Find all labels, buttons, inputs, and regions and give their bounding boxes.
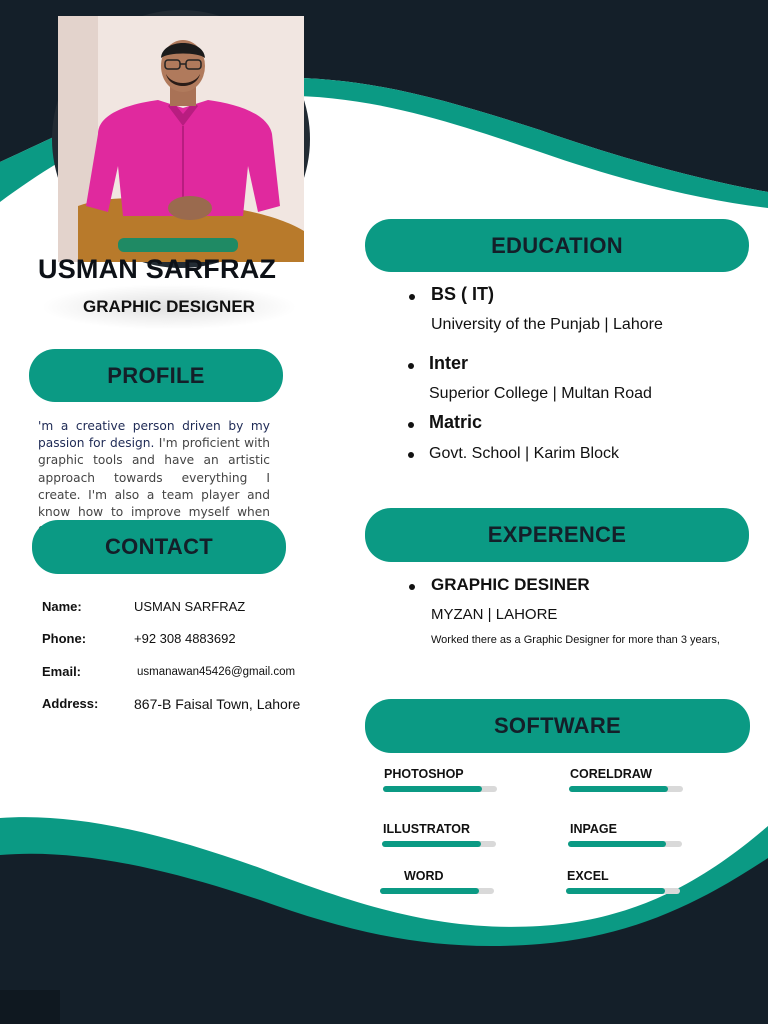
experience-description: Worked there as a Graphic Designer for more than 3 years, [431,634,720,646]
skill-bar-fill [380,888,479,894]
contact-name-value: USMAN SARFRAZ [134,599,246,614]
contact-phone-label: Phone: [42,631,87,646]
contact-name-label: Name: [42,599,82,614]
profile-text [38,418,270,520]
skill-bar-coreldraw [569,786,683,792]
contact-email-value: usmanawan45426@gmail.com [137,666,296,678]
education-degree-2: Inter [429,353,469,373]
skill-bar-excel [566,888,680,894]
contact-phone-value: +92 308 4883692 [134,631,236,646]
skill-bar-illustrator [382,841,496,847]
education-place-2: Superior College | Multan Road [429,385,652,402]
skill-bar-photoshop [383,786,497,792]
bullet-icon [408,363,414,369]
experience-company: MYZAN | LAHORE [431,606,558,623]
role-wrap [40,284,298,330]
contact-heading: CONTACT [32,520,286,574]
skill-bar-fill [566,888,665,894]
education-degree-3: Matric [429,412,483,432]
software-heading: SOFTWARE [365,699,750,753]
experience-role: GRAPHIC DESINER [431,575,590,594]
skill-bar-fill [382,841,481,847]
bullet-icon [409,294,415,300]
education-place-3: Govt. School | Karim Block [429,445,619,462]
bullet-icon [409,584,415,590]
contact-email-label: Email: [42,664,82,679]
skill-label-inpage: INPAGE [570,822,617,836]
skill-label-illustrator: ILLUSTRATOR [383,822,471,836]
education-degree-1: BS ( IT) [431,284,494,304]
skill-label-word: WORD [404,869,444,883]
person-illustration [58,16,304,262]
education-heading: EDUCATION [365,219,749,272]
bullet-icon [408,452,414,458]
skill-label-photoshop: PHOTOSHOP [384,767,464,781]
profile-photo-frame [52,10,310,268]
skill-label-coreldraw: CORELDRAW [570,767,652,781]
profile-text-lead: 'm a creative person driven by my passion for design. [38,419,270,451]
skill-bar-fill [569,786,668,792]
contact-address-value: 867-B Faisal Town, Lahore [134,696,301,712]
candidate-role: GRAPHIC DESIGNER [83,297,255,316]
profile-heading: PROFILE [29,349,283,402]
skill-bar-word [380,888,494,894]
profile-text-rest: I'm proficient with graphic tools and have an artistic approach towards everything I create. I'm also a team player and know how to improve myself when [38,436,270,520]
candidate-name: USMAN SARFRAZ [38,254,277,284]
skill-bar-fill [383,786,482,792]
skill-bar-fill [568,841,666,847]
skill-bar-inpage [568,841,682,847]
contact-address-label: Address: [42,696,99,711]
profile-photo [58,16,304,262]
experience-heading: EXPERENCE [365,508,749,562]
education-place-1: University of the Punjab | Lahore [431,316,663,333]
bullet-icon [408,422,414,428]
skill-label-excel: EXCEL [567,869,609,883]
